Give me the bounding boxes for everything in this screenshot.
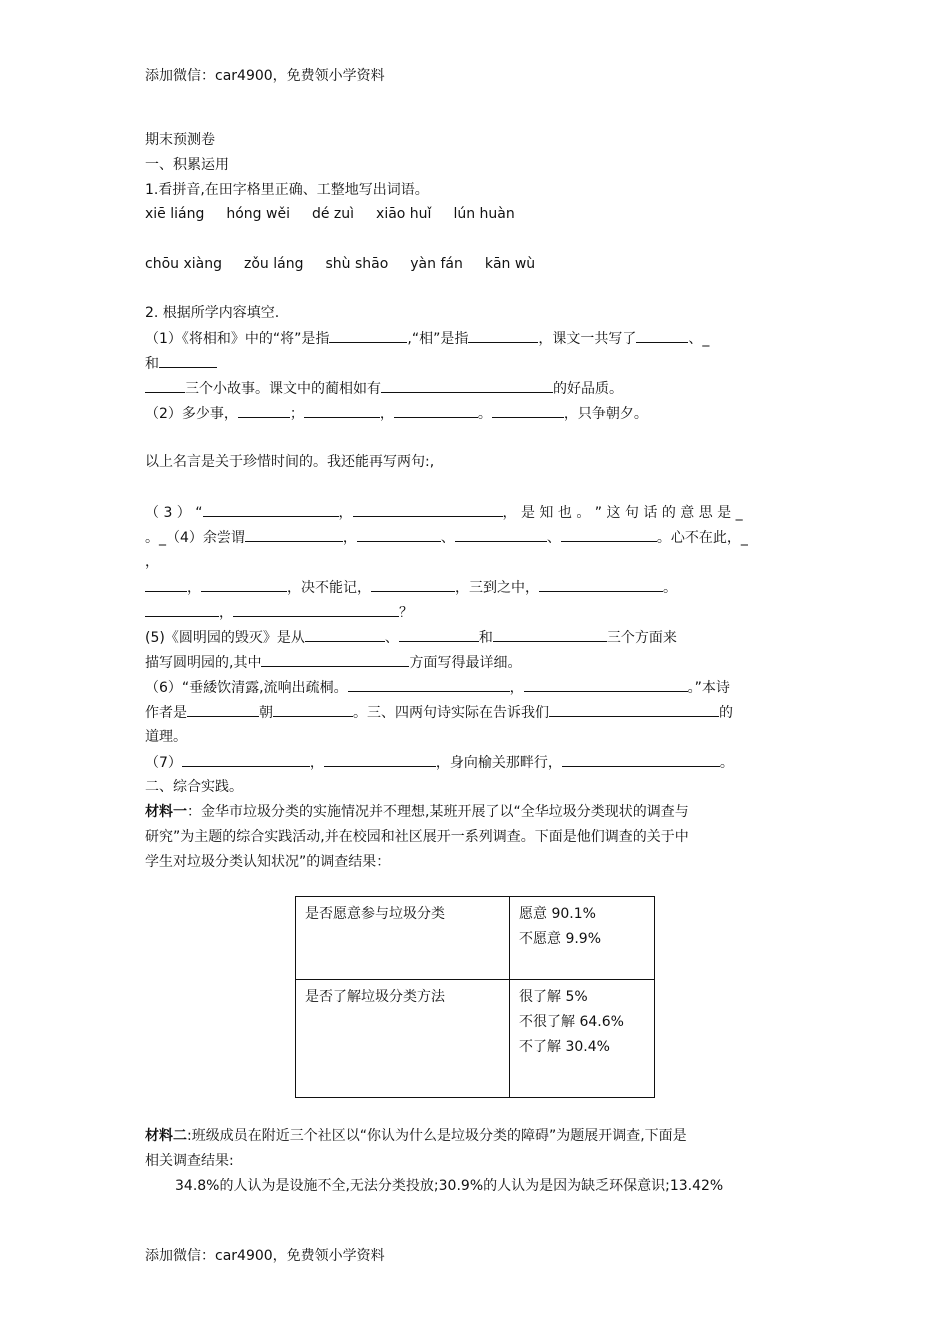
q2-item-5-line-1: (5)《圆明园的毁灭》是从 、 和 三个方面来 xyxy=(145,627,677,648)
table-cell-question: 是否愿意参与垃圾分类 xyxy=(296,897,510,980)
answer-blank[interactable] xyxy=(455,527,547,542)
answer-blank[interactable] xyxy=(399,627,479,642)
q2-item-6-line-3: 道理。 xyxy=(145,729,187,745)
page-footer: 添加微信：car4900，免费领小学资料 xyxy=(145,1248,385,1264)
answer-blank[interactable] xyxy=(182,752,310,767)
answer-blank[interactable] xyxy=(305,627,385,642)
answer-blank[interactable] xyxy=(145,602,219,617)
q2-item-2-note: 以上名言是关于珍惜时间的。我还能再写两句:, xyxy=(145,454,435,470)
answer-blank[interactable] xyxy=(203,502,339,517)
material-2-label: 材料二 xyxy=(145,1128,187,1144)
q2-item-6-line-2: 作者是 朝 。三、四两句诗实际在告诉我们 的 xyxy=(145,702,733,723)
q2-item-1-line-3: 三个小故事。课文中的蔺相如有 的好品质。 xyxy=(145,378,623,399)
answer-blank[interactable] xyxy=(357,527,441,542)
table-row xyxy=(296,897,655,980)
q2-item-6-line-1: （6）“垂緌饮清露,流响出疏桐。 ， 。”本诗 xyxy=(145,677,730,698)
answer-blank[interactable] xyxy=(492,403,564,418)
answer-blank[interactable] xyxy=(329,328,407,343)
material-2-line-3: 34.8%的人认为是设施不全,无法分类投放;30.9%的人认为是因为缺乏环保意识;13.42% xyxy=(175,1178,724,1194)
material-2-line-1: 材料二:班级成员在附近三个社区以“你认为什么是垃圾分类的障碍”为题展开调查,下面是 xyxy=(145,1128,687,1144)
answer-blank[interactable] xyxy=(353,502,503,517)
material-1-line-1: 材料一：金华市垃圾分类的实施情况并不理想,某班开展了以“全华垃圾分类现状的调查与 xyxy=(145,804,689,820)
answer-blank[interactable] xyxy=(561,527,657,542)
pinyin-item: shù shāo xyxy=(325,256,389,272)
answer-blank[interactable] xyxy=(468,328,538,343)
pinyin-item: chōu xiàng xyxy=(145,256,222,272)
q2-item-2: （2）多少事， ； ， 。 ，只争朝夕。 xyxy=(145,403,648,424)
table-cell-question: 是否了解垃圾分类方法 xyxy=(296,980,510,1098)
pinyin-item: xiāo huǐ xyxy=(376,206,432,222)
answer-blank[interactable] xyxy=(273,702,353,717)
answer-blank[interactable] xyxy=(238,403,290,418)
page-header: 添加微信：car4900，免费领小学资料 xyxy=(145,68,385,84)
pinyin-item: kān wù xyxy=(484,256,536,272)
section-2-heading: 二、综合实践。 xyxy=(145,779,243,795)
answer-blank[interactable] xyxy=(524,677,688,692)
answer-blank[interactable] xyxy=(493,627,607,642)
material-1-line-3: 学生对垃圾分类认知状况”的调查结果： xyxy=(145,854,391,870)
pinyin-item: lún huàn xyxy=(453,206,515,222)
question-2-prompt: 2. 根据所学内容填空. xyxy=(145,305,280,321)
answer-blank[interactable] xyxy=(159,353,217,368)
q2-item-1-line-1: （1）《将相和》中的“将”是指 ,“相”是指 ，课文一共写了 、_ xyxy=(145,328,709,349)
pinyin-item: yàn fán xyxy=(410,256,463,272)
answer-blank[interactable] xyxy=(549,702,719,717)
answer-blank[interactable] xyxy=(394,403,478,418)
table-cell-answers: 很了解 5% 不很了解 64.6% 不了解 30.4% xyxy=(510,980,655,1098)
answer-blank[interactable] xyxy=(233,602,399,617)
answer-blank[interactable] xyxy=(348,677,510,692)
answer-blank[interactable] xyxy=(245,527,343,542)
section-1-heading: 一、积累运用 xyxy=(145,157,229,173)
material-1-label: 材料一 xyxy=(145,804,187,820)
pinyin-item: zǒu láng xyxy=(243,256,304,272)
answer-blank[interactable] xyxy=(261,652,409,667)
pinyin-row-1 xyxy=(145,204,537,224)
q2-item-3: （ 3 ） “ ， ， 是 知 也 。 ” 这 句 话 的 意 思 是 _ xyxy=(145,502,743,523)
answer-blank[interactable] xyxy=(539,577,663,592)
material-1-line-2: 研究”为主题的综合实践活动,并在校园和社区展开一系列调查。下面是他们调查的关于中 xyxy=(145,829,689,845)
answer-blank[interactable] xyxy=(562,752,720,767)
table-row xyxy=(296,980,655,1098)
q2-item-4-line-2: ， xyxy=(145,554,159,570)
pinyin-item: dé zuì xyxy=(311,206,355,222)
answer-blank[interactable] xyxy=(636,328,688,343)
question-1-prompt: 1.看拼音,在田字格里正确、工整地写出词语。 xyxy=(145,182,429,198)
pinyin-item: hóng wěi xyxy=(226,206,290,222)
table-cell-answers: 愿意 90.1% 不愿意 9.9% xyxy=(510,897,655,980)
answer-blank[interactable] xyxy=(187,702,259,717)
survey-table xyxy=(295,896,655,1098)
material-2-line-2: 相关调查结果: xyxy=(145,1153,234,1169)
q2-item-4-line-1: 。_（4）余尝谓 ， 、 、 。心不在此，_ xyxy=(145,527,748,548)
answer-blank[interactable] xyxy=(324,752,436,767)
pinyin-row-2 xyxy=(145,254,557,274)
answer-blank[interactable] xyxy=(304,403,380,418)
q2-item-4-line-3: ， ，决不能记， ，三到之中， 。 xyxy=(145,577,677,598)
page-title: 期末预测卷 xyxy=(145,132,215,148)
answer-blank[interactable] xyxy=(371,577,455,592)
pinyin-item: xiē liáng xyxy=(145,206,205,222)
answer-blank[interactable] xyxy=(145,577,187,592)
q2-item-4-line-4: ， ？ xyxy=(145,602,413,623)
q2-item-7: （7） ， ，身向榆关那畔行， 。 xyxy=(145,752,734,773)
answer-blank[interactable] xyxy=(201,577,287,592)
answer-blank[interactable] xyxy=(381,378,553,393)
answer-blank[interactable] xyxy=(145,378,185,393)
q2-item-5-line-2: 描写圆明园的,其中 方面写得最详细。 xyxy=(145,652,521,673)
q2-item-1-line-2: 和 xyxy=(145,353,217,374)
